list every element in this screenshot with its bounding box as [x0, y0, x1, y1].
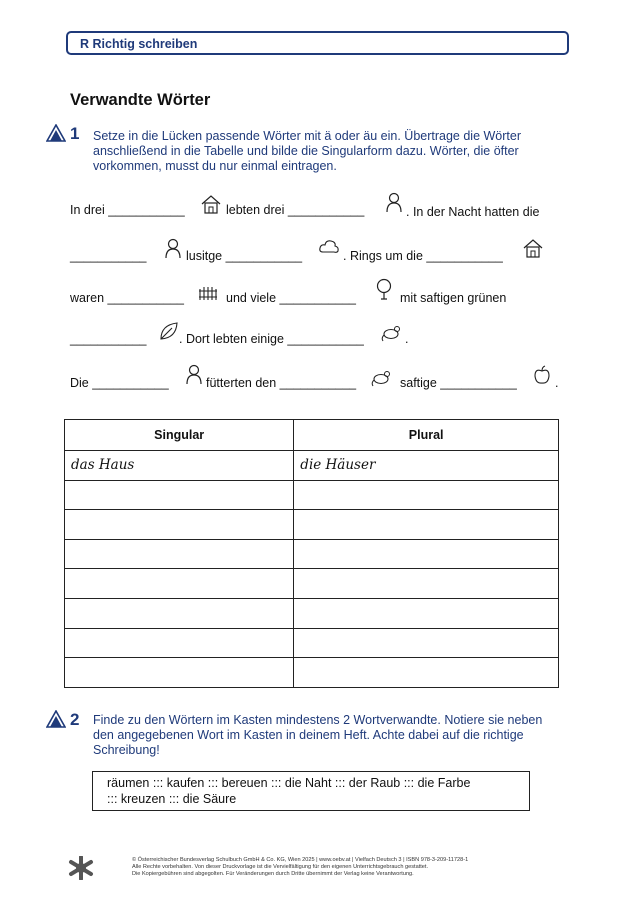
difficulty-triangle-icon — [46, 124, 66, 142]
fence-icon — [197, 281, 219, 303]
singular-plural-table — [64, 419, 559, 688]
table-header-row — [65, 420, 559, 451]
word-box — [92, 771, 530, 811]
text-segment: mit saftigen grünen — [400, 291, 507, 305]
table-cell[interactable] — [65, 598, 294, 628]
table-cell[interactable] — [294, 539, 559, 569]
person-icon — [162, 237, 184, 259]
table-row — [65, 628, 559, 658]
text-segment: saftige ___________ — [400, 376, 517, 390]
text-segment: In drei ___________ — [70, 203, 185, 217]
table-cell[interactable] — [65, 628, 294, 658]
publisher-logo — [68, 856, 94, 880]
text-segment: . Rings um die ___________ — [343, 249, 503, 263]
table-cell[interactable] — [65, 569, 294, 599]
text-segment: lebten drei ___________ — [226, 203, 365, 217]
mouse-icon — [381, 321, 403, 343]
table-cell[interactable] — [65, 510, 294, 540]
text-segment: . — [555, 376, 559, 390]
table-row — [65, 539, 559, 569]
task-number: 2 — [70, 710, 80, 729]
text-segment: ___________ — [70, 332, 147, 346]
person-icon — [183, 363, 205, 385]
table-row — [65, 480, 559, 510]
chapter-header-label: R Richtig schreiben — [80, 37, 198, 51]
cloud-icon — [318, 237, 340, 259]
text-segment: lusitge ___________ — [186, 249, 303, 263]
table-row — [65, 598, 559, 628]
table-cell[interactable] — [294, 569, 559, 599]
person-icon — [383, 191, 405, 213]
table-row — [65, 451, 559, 481]
house-icon — [200, 193, 222, 215]
table-cell[interactable] — [65, 658, 294, 688]
task-number: 1 — [70, 124, 80, 143]
table-cell[interactable] — [294, 480, 559, 510]
task-instruction: Setze in die Lücken passende Wörter mit ä oder äu ein. Übertrage die Wörter anschließend in die Tabelle und bilde die Singularform dazu. Wörter, die öfter vorkommen, musst du nur einmal eintragen. — [93, 129, 521, 173]
table-cell[interactable] — [65, 539, 294, 569]
text-segment: Die ___________ — [70, 376, 169, 390]
text-segment: ___________ — [70, 249, 147, 263]
text-segment: fütterten den ___________ — [206, 376, 357, 390]
table-cell[interactable] — [294, 510, 559, 540]
mouse-icon — [371, 366, 393, 388]
table-row — [65, 569, 559, 599]
difficulty-triangle-icon — [46, 710, 66, 728]
table-cell[interactable]: die Häuser — [294, 451, 559, 481]
apple-icon — [531, 364, 553, 386]
text-segment: . Dort lebten einige ___________ — [179, 332, 364, 346]
text-segment: . In der Nacht hatten die — [406, 205, 540, 219]
page-title: Verwandte Wörter — [70, 91, 211, 109]
table-cell[interactable]: das Haus — [65, 451, 294, 481]
column-header-singular: Singular — [65, 420, 294, 451]
word-box-line: räumen ::: kaufen ::: bereuen ::: die Naht ::: der Raub ::: die Farbe — [107, 776, 471, 790]
column-header-plural: Plural — [294, 420, 559, 451]
footer-disclaimer: Die Kopiergebühren sind abgegolten. Für Veränderungen durch Dritte übernimmt der Verlag keine Verantwortung. — [132, 871, 414, 877]
footer-rights: Alle Rechte vorbehalten. Von dieser Druckvorlage ist die Vervielfältigung für den eigenen Unterrichtsgebrauch gestattet. — [132, 864, 429, 870]
table-cell[interactable] — [294, 598, 559, 628]
house-icon — [522, 237, 544, 259]
table-cell[interactable] — [65, 480, 294, 510]
leaf-icon — [158, 320, 180, 342]
table-row — [65, 658, 559, 688]
text-segment: und viele ___________ — [226, 291, 356, 305]
table-row — [65, 510, 559, 540]
table-cell[interactable] — [294, 628, 559, 658]
word-box-line: ::: kreuzen ::: die Säure — [107, 792, 237, 806]
table-cell[interactable] — [294, 658, 559, 688]
text-segment: waren ___________ — [70, 291, 184, 305]
text-segment: . — [405, 332, 409, 346]
chapter-header — [66, 31, 569, 55]
tree-icon — [373, 278, 395, 300]
footer-copyright: © Österreichischer Bundesverlag Schulbuch GmbH & Co. KG, Wien 2025 | www.oebv.at | Vielfach Deutsch 3 | ISBN 978-3-209-11728-1 — [132, 857, 469, 863]
task-instruction: Finde zu den Wörtern im Kasten mindestens 2 Wortverwandte. Notiere sie neben den angegebenen Wort im Kasten in deinem Heft. Achte dabei auf die richtige Schreibung! — [93, 713, 543, 757]
